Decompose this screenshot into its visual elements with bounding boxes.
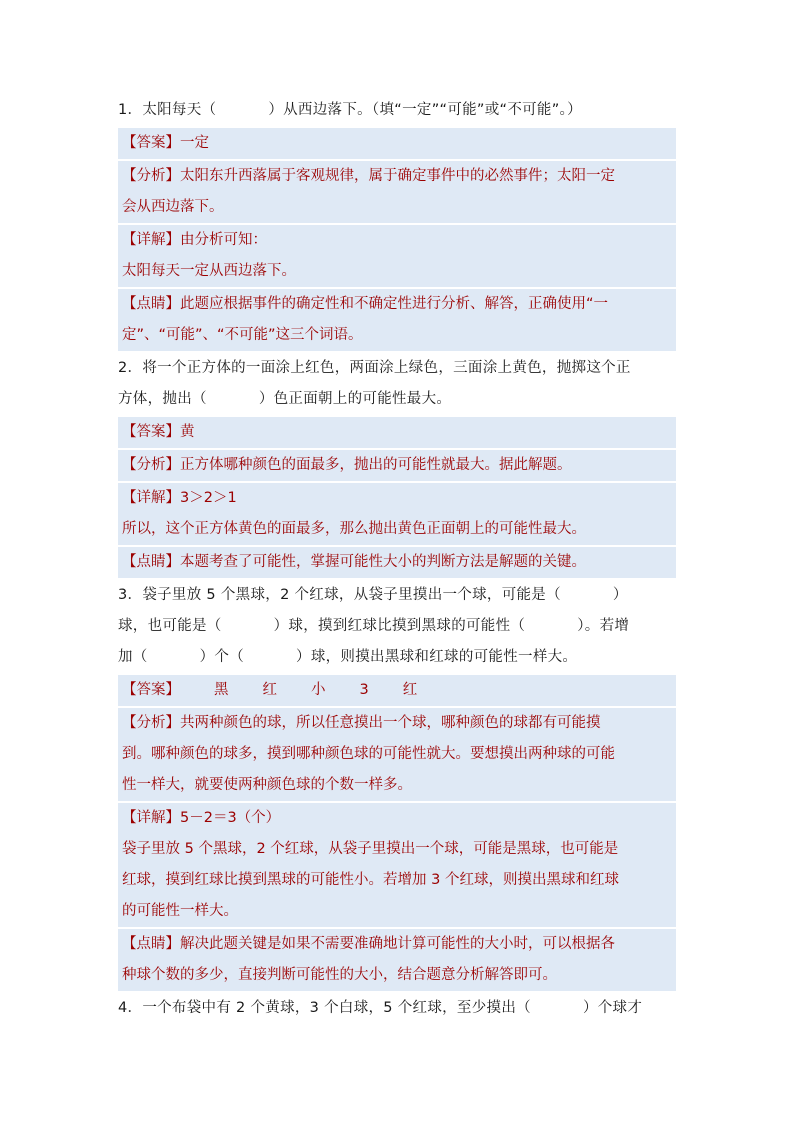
q1-analysis [118,161,676,223]
q3-detail-line-2: 袋子里放 5 个黑球，2 个红球，从袋子里摸出一个球，可能是黑球，也可能是 [122,841,619,857]
q3-line-3 [118,642,676,673]
q1-tip-line-1: 【点睛】此题应根据事件的确定性和不确定性进行分析、解答，正确使用“一 [122,296,609,312]
q2-detail-line-2: 所以，这个正方体黄色的面最多，那么抛出黄色正面朝上的可能性最大。 [122,521,586,537]
q2-answer: 【答案】黄 [118,417,676,448]
q2-line-1: 2．将一个正方体的一面涂上红色，两面涂上绿色，三面涂上黄色，抛掷这个正 [118,360,631,376]
q3-analysis [118,708,676,801]
q3-analysis-line-3: 性一样大，就要使两种颜色球的个数一样多。 [122,777,412,793]
q1-detail [118,225,676,287]
q3-line-1-post: ） [612,587,628,603]
q3-answer-tag: 【答案】 [122,682,180,698]
document-page [118,95,676,1024]
q3-line-1 [118,580,676,611]
q2-detail [118,483,676,545]
question-4 [118,993,676,1024]
q3-detail-line-3: 红球，摸到红球比摸到黑球的可能性小。若增加 3 个红球，则摸出黑球和红球 [122,872,619,888]
q1-text-post: ）从西边落下。（填“一定”“可能”或“不可能”。） [268,102,582,118]
q3-answer [118,675,676,706]
q2-line-2-post: ）色正面朝上的可能性最大。 [258,391,452,407]
question-3 [118,580,676,673]
q1-tip-line-2: 定”、“可能”、“不可能”这三个词语。 [122,327,363,343]
q2-detail-line-1: 【详解】3＞2＞1 [122,490,237,506]
q3-detail [118,803,676,927]
q2-analysis: 【分析】正方体哪种颜色的面最多，抛出的可能性就最大。据此解题。 [118,450,676,481]
q3-line-3-c: ）球，则摸出黑球和红球的可能性一样大。 [296,649,578,665]
q3-line-2-a: 球，也可能是（ [118,618,222,634]
q3-detail-line-4: 的可能性一样大。 [122,903,238,919]
q2-tip: 【点睛】本题考查了可能性，掌握可能性大小的判断方法是解题的关键。 [118,547,676,578]
q1-analysis-line-2: 会从西边落下。 [122,199,224,215]
q1-detail-line-2: 太阳每天一定从西边落下。 [122,263,296,279]
q3-tip [118,929,676,991]
question-1 [118,95,676,126]
q1-analysis-line-1: 【分析】太阳东升西落属于客观规律，属于确定事件中的必然事件；太阳一定 [122,168,615,184]
q1-text-pre: 1．太阳每天（ [118,102,217,118]
q3-detail-line-1: 【详解】5－2＝3（个） [122,810,281,826]
q1-detail-line-1: 【详解】由分析可知： [122,232,267,248]
q3-line-2-b: ）球，摸到红球比摸到黑球的可能性（ [273,618,526,634]
q4-text-post: ）个球才 [582,1000,643,1016]
q3-tip-line-1: 【点睛】解决此题关键是如果不需要准确地计算可能性的大小时，可以根据各 [122,936,615,952]
question-2 [118,353,676,415]
q3-line-2 [118,611,676,642]
q3-tip-line-2: 种球个数的多少，直接判断可能性的大小，结合题意分析解答即可。 [122,967,557,983]
q3-answer-1: 黑 [214,682,229,698]
q3-answer-2: 红 [262,682,277,698]
q4-text-pre: 4．一个布袋中有 2 个黄球，3 个白球，5 个红球，至少摸出（ [118,1000,531,1016]
q3-analysis-line-1: 【分析】共两种颜色的球，所以任意摸出一个球，哪种颜色的球都有可能摸 [122,715,601,731]
q3-line-1-pre: 3．袋子里放 5 个黑球，2 个红球，从袋子里摸出一个球，可能是（ [118,587,561,603]
q3-analysis-line-2: 到。哪种颜色的球多，摸到哪种颜色球的可能性就大。要想摸出两种球的可能 [122,746,615,762]
q3-answer-4: 3 [359,682,369,698]
q1-tip [118,289,676,351]
q3-answer-5: 红 [402,682,418,698]
q3-line-2-c: ）。若增 [577,618,630,634]
q3-answer-3: 小 [311,682,326,698]
q2-line-2 [118,384,676,415]
q3-line-3-b: ）个（ [199,649,245,665]
q2-line-2-pre: 方体，抛出（ [118,391,207,407]
q1-answer: 【答案】一定 [118,128,676,159]
q3-line-3-a: 加（ [118,649,148,665]
